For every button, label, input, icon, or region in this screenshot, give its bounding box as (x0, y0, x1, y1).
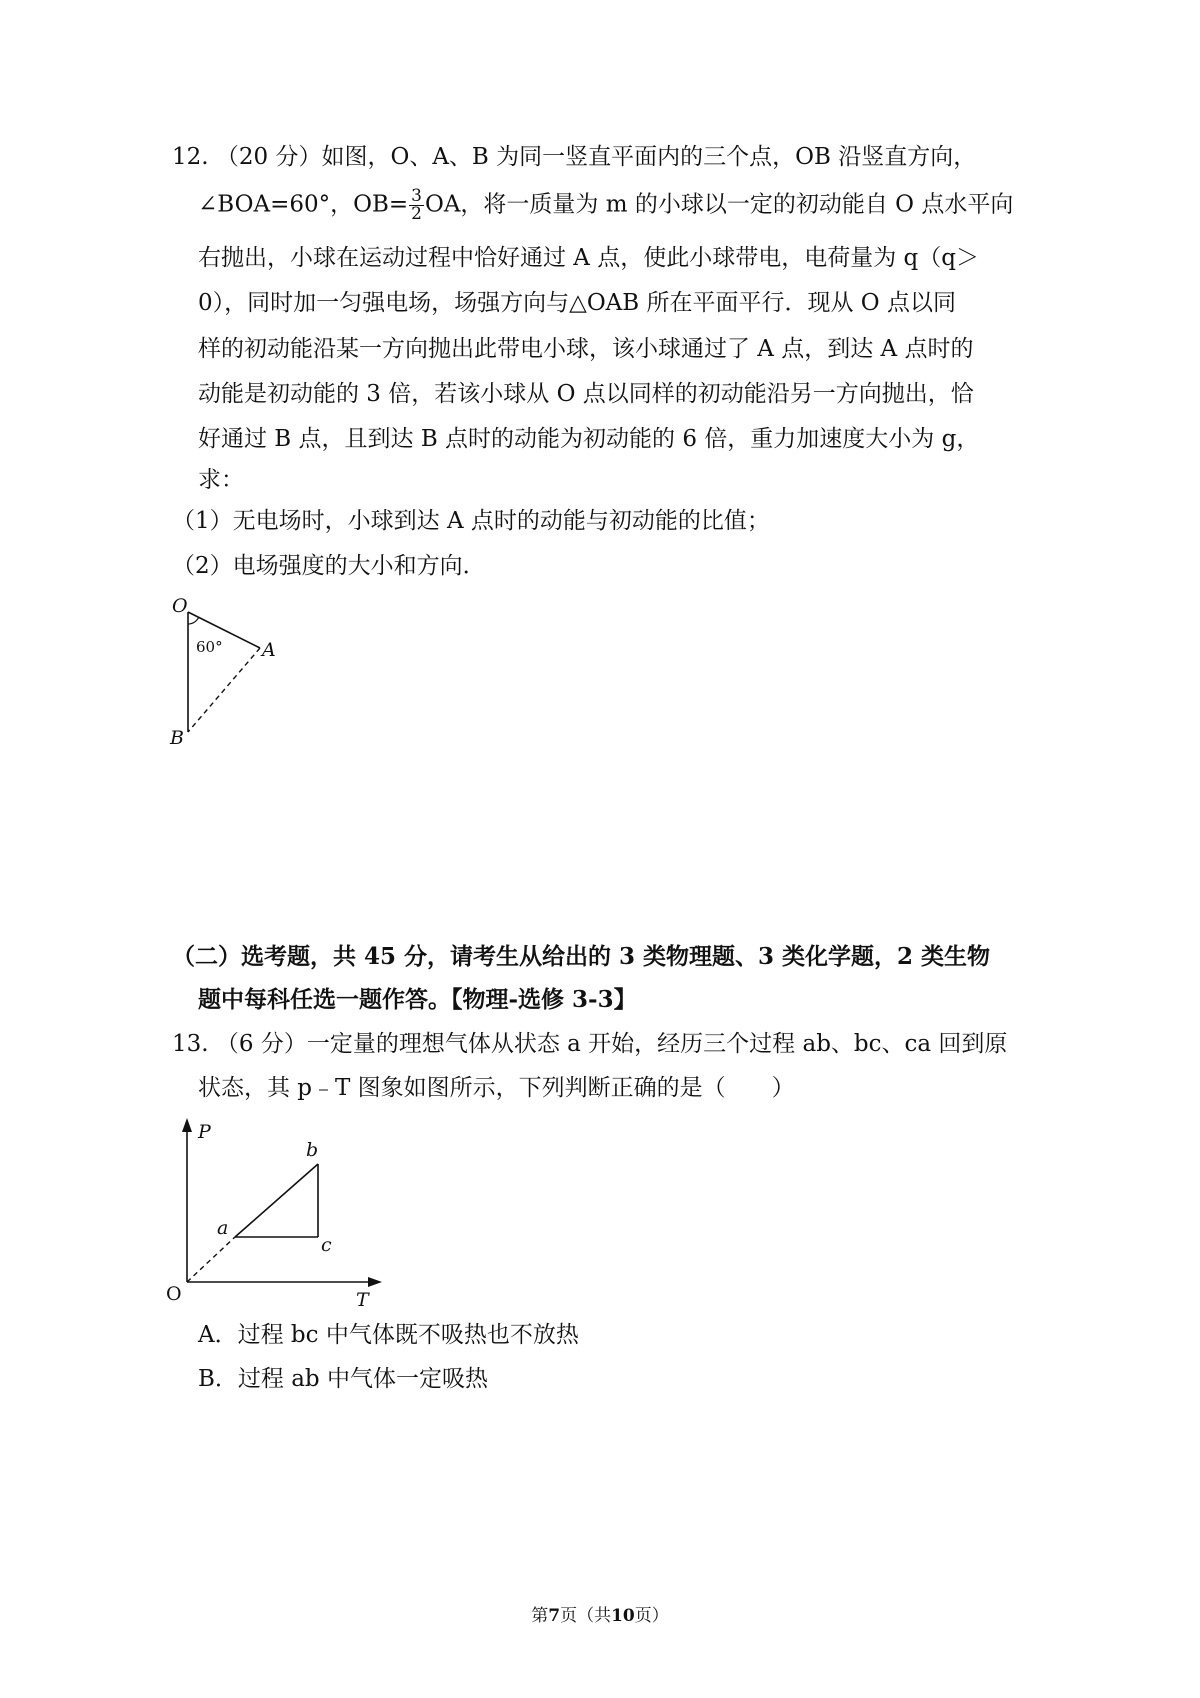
q13-line-2: 状态，其 p﹣T 图象如图所示，下列判断正确的是（ ） (198, 1075, 795, 1101)
q12-line-4: 0），同时加一匀强电场，场强方向与△OAB 所在平面平行．现从 O 点以同 (198, 290, 956, 316)
t-axis-label: T (356, 1289, 369, 1310)
q13-option-a: A．过程 bc 中气体既不吸热也不放热 (198, 1322, 579, 1348)
origin-extension-dashed (187, 1237, 235, 1282)
q12-line-8: 求： (198, 467, 244, 493)
footer-page-number: 7 (548, 1606, 561, 1626)
pt-diagram (160, 1110, 400, 1310)
segment-ab-dashed (188, 648, 260, 732)
p-axis-label: P (198, 1121, 211, 1143)
state-c-label: c (321, 1234, 332, 1256)
point-o-label: O (172, 595, 188, 617)
q12-line-3: 右抛出，小球在运动过程中恰好通过 A 点，使此小球带电，电荷量为 q（q＞ (198, 245, 979, 271)
q12-line-2 (198, 188, 1013, 223)
state-a-label: a (217, 1217, 229, 1239)
fraction-numerator: 3 (411, 186, 422, 206)
state-b-label: b (306, 1139, 319, 1161)
q12-line-1: 12. （20 分）如图，O、A、B 为同一竖直平面内的三个点，OB 沿竖直方向， (172, 144, 977, 170)
q13-option-b: B．过程 ab 中气体一定吸热 (198, 1366, 488, 1392)
q13-line-1: 13. （6 分）一定量的理想气体从状态 a 开始，经历三个过程 ab、bc、ca 回到原 (172, 1031, 1008, 1057)
section-header-line-1: （二）选考题，共 45 分，请考生从给出的 3 类物理题、3 类化学题，2 类生物 (172, 943, 991, 970)
footer-pre: 第 (531, 1606, 549, 1626)
footer-post: 页） (634, 1606, 669, 1626)
point-a-label: A (262, 639, 276, 661)
p-axis-arrow (182, 1118, 192, 1132)
q12-line-7: 好通过 B 点，且到达 B 点时的动能为初动能的 6 倍，重力加速度大小为 g， (198, 426, 980, 452)
page-footer (0, 1601, 1200, 1626)
q12-line-5: 样的初动能沿某一方向抛出此带电小球，该小球通过了 A 点，到达 A 点时的 (198, 336, 974, 362)
q12-subquestion-2: （2）电场强度的大小和方向． (172, 553, 486, 579)
q12-subquestion-1: （1）无电场时，小球到达 A 点时的动能与初动能的比值； (172, 508, 770, 534)
point-b-label: B (170, 727, 184, 749)
fraction-denominator: 2 (411, 204, 422, 224)
q12-line-2-start: ∠BOA=60°，OB= (198, 191, 409, 218)
footer-mid: 页（共 (560, 1606, 612, 1626)
fraction-three-halves (409, 188, 424, 223)
footer-total-pages: 10 (611, 1606, 635, 1626)
origin-label: O (166, 1283, 182, 1305)
process-ab (235, 1164, 318, 1237)
q12-line-6: 动能是初动能的 3 倍，若该小球从 O 点以同样的初动能沿另一方向抛出，恰 (198, 381, 974, 407)
section-header-line-2: 题中每科任选一题作答。【物理-选修 3-3】 (198, 986, 637, 1013)
t-axis-arrow (368, 1277, 382, 1287)
angle-arc (188, 617, 199, 624)
q12-line-2-end: OA，将一质量为 m 的小球以一定的初动能自 O 点水平向 (424, 191, 1014, 218)
angle-label: 60° (196, 638, 223, 656)
triangle-oab-figure (160, 590, 290, 760)
